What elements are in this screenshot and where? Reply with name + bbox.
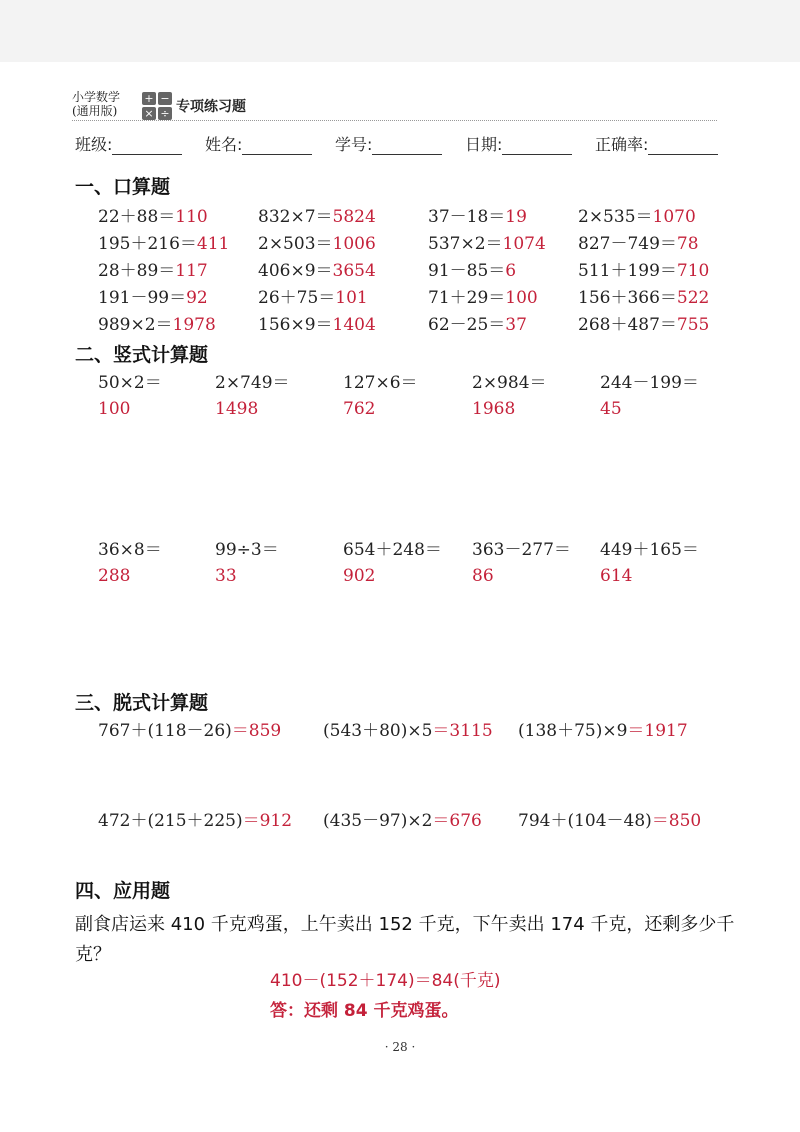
field-name [205,132,312,155]
exercise-item [323,806,482,831]
multiply-icon: × [142,107,156,120]
exercise-question: 2×503＝ [258,234,333,254]
section-title-step-calc: 三、脱式计算题 [75,692,209,714]
field-label: 姓名: [205,135,243,154]
exercise-question: 244－199＝ [600,373,699,393]
exercise-question: 268＋487＝ [578,315,677,335]
exercise-item [428,256,516,281]
field-class [75,132,182,155]
exercise-item [343,368,418,419]
exercise-question: 2×535＝ [578,207,653,227]
exercise-item [98,535,162,586]
exercise-question: (435－97)×2 [323,811,433,831]
exercise-answer: ＝676 [432,811,482,831]
exercise-answer: 1404 [332,315,376,335]
field-accuracy [595,132,718,155]
exercise-answer: 762 [343,399,376,419]
exercise-answer: 6 [505,261,517,281]
exercise-answer: ＝850 [651,811,702,831]
series-title: 专项练习题 [176,99,246,115]
exercise-question: 191－99＝ [98,288,187,308]
divide-icon: ÷ [158,107,172,120]
exercise-answer: 1498 [215,399,259,419]
exercise-answer: 3654 [332,261,376,281]
exercise-answer: 110 [175,207,208,227]
exercise-item [98,368,162,419]
exercise-question: 195＋216＝ [98,234,197,254]
field-label: 班级: [75,135,113,154]
exercise-question: 28＋89＝ [98,261,176,281]
exercise-item [215,368,290,419]
exercise-answer: 100 [505,288,538,308]
exercise-answer: 1968 [472,399,516,419]
exercise-answer: 1074 [502,234,546,254]
exercise-item [578,283,709,308]
exercise-item [98,229,229,254]
field-blank[interactable] [112,136,182,155]
field-student-id [335,132,442,155]
exercise-answer: 1070 [652,207,696,227]
word-problem-text: 副食店运来 410 千克鸡蛋，上午卖出 152 千克，下午卖出 174 千克，还剩多少千克？ [75,914,735,965]
exercise-question: 71＋29＝ [428,288,506,308]
exercise-item [258,310,376,335]
exercise-item [258,229,376,254]
exercise-question: 654＋248＝ [343,540,442,560]
exercise-question: 91－85＝ [428,261,506,281]
exercise-item [98,202,208,227]
exercise-question: (138＋75)×9 [518,721,628,741]
exercise-item [215,535,279,586]
exercise-item [98,806,292,831]
exercise-question: 2×984＝ [472,373,547,393]
exercise-item [578,310,709,335]
exercise-item [600,368,699,419]
exercise-item [578,229,699,254]
exercise-answer: 522 [676,288,710,308]
exercise-item [428,310,527,335]
exercise-answer: 614 [600,566,633,586]
field-blank[interactable] [372,136,442,155]
exercise-item [518,806,701,831]
exercise-question: 406×9＝ [258,261,333,281]
exercise-question: 767＋(118－26) [98,721,232,741]
word-problem-answer: 答：还剩 84 千克鸡蛋。 [270,1001,459,1021]
minus-icon: − [158,92,172,105]
exercise-question: 511＋199＝ [578,261,677,281]
exercise-question: 36×8＝ [98,540,162,560]
exercise-answer: 100 [98,399,131,419]
field-label: 日期: [465,135,503,154]
exercise-question: 37－18＝ [428,207,506,227]
exercise-answer: 902 [343,566,376,586]
exercise-item [600,535,699,586]
exercise-answer: ＝859 [231,721,282,741]
exercise-item [578,202,696,227]
exercise-question: 50×2＝ [98,373,162,393]
exercise-answer: 86 [472,566,494,586]
exercise-answer: 45 [600,399,622,419]
exercise-answer: 92 [186,288,208,308]
exercise-question: 449＋165＝ [600,540,699,560]
exercise-answer: 117 [175,261,208,281]
word-problem-solution: 410－(152＋174)＝84(千克) [270,971,501,991]
exercise-item [323,716,493,741]
exercise-question: (543＋80)×5 [323,721,433,741]
field-label: 正确率: [595,135,649,154]
exercise-answer: 1978 [172,315,216,335]
plus-icon: + [142,92,156,105]
exercise-item [258,202,376,227]
top-band [0,0,800,62]
brand-label [72,90,120,118]
exercise-item [518,716,688,741]
exercise-question: 156＋366＝ [578,288,677,308]
exercise-question: 26＋75＝ [258,288,336,308]
exercise-item [428,202,527,227]
exercise-answer: 33 [215,566,237,586]
exercise-item [472,368,547,419]
exercise-answer: 101 [335,288,368,308]
exercise-item [343,535,442,586]
exercise-item [98,283,208,308]
section-title-vertical-calc: 二、竖式计算题 [75,344,209,366]
exercise-question: 537×2＝ [428,234,503,254]
exercise-answer: 288 [98,566,131,586]
brand-line-2: (通用版) [72,104,118,118]
exercise-answer: 1006 [332,234,376,254]
exercise-item [98,716,281,741]
exercise-item [428,229,546,254]
exercise-question: 2×749＝ [215,373,290,393]
exercise-item [98,256,208,281]
exercise-question: 22＋88＝ [98,207,176,227]
field-blank[interactable] [648,136,718,155]
field-blank[interactable] [242,136,312,155]
operator-icons [142,92,172,120]
brand-line-1: 小学数学 [72,90,121,104]
student-info-row [75,132,735,158]
exercise-item [578,256,709,281]
section-title-word-problem: 四、应用题 [75,880,171,902]
exercise-answer: 37 [505,315,527,335]
exercise-answer: ＝3115 [432,721,493,741]
exercise-question: 156×9＝ [258,315,333,335]
exercise-item [258,283,368,308]
exercise-answer: 5824 [332,207,376,227]
exercise-answer: 710 [676,261,710,281]
field-blank[interactable] [502,136,572,155]
exercise-answer: 755 [676,315,710,335]
exercise-answer: ＝912 [242,811,293,831]
exercise-item [258,256,376,281]
exercise-item [428,283,538,308]
exercise-question: 989×2＝ [98,315,173,335]
field-label: 学号: [335,135,373,154]
field-date [465,132,572,155]
exercise-question: 472＋(215＋225) [98,811,243,831]
page-number: · 28 · [384,1040,416,1054]
exercise-answer: ＝1917 [627,721,688,741]
exercise-question: 127×6＝ [343,373,418,393]
page-header [72,90,717,121]
exercise-question: 363－277＝ [472,540,571,560]
exercise-answer: 19 [505,207,527,227]
exercise-question: 827－749＝ [578,234,677,254]
exercise-question: 62－25＝ [428,315,506,335]
exercise-question: 794＋(104－48) [518,811,652,831]
exercise-item [472,535,571,586]
section-title-mental-math: 一、口算题 [75,176,171,198]
exercise-question: 99÷3＝ [215,540,279,560]
exercise-item [98,310,216,335]
exercise-answer: 78 [676,234,699,254]
exercise-answer: 411 [196,234,230,254]
exercise-question: 832×7＝ [258,207,333,227]
